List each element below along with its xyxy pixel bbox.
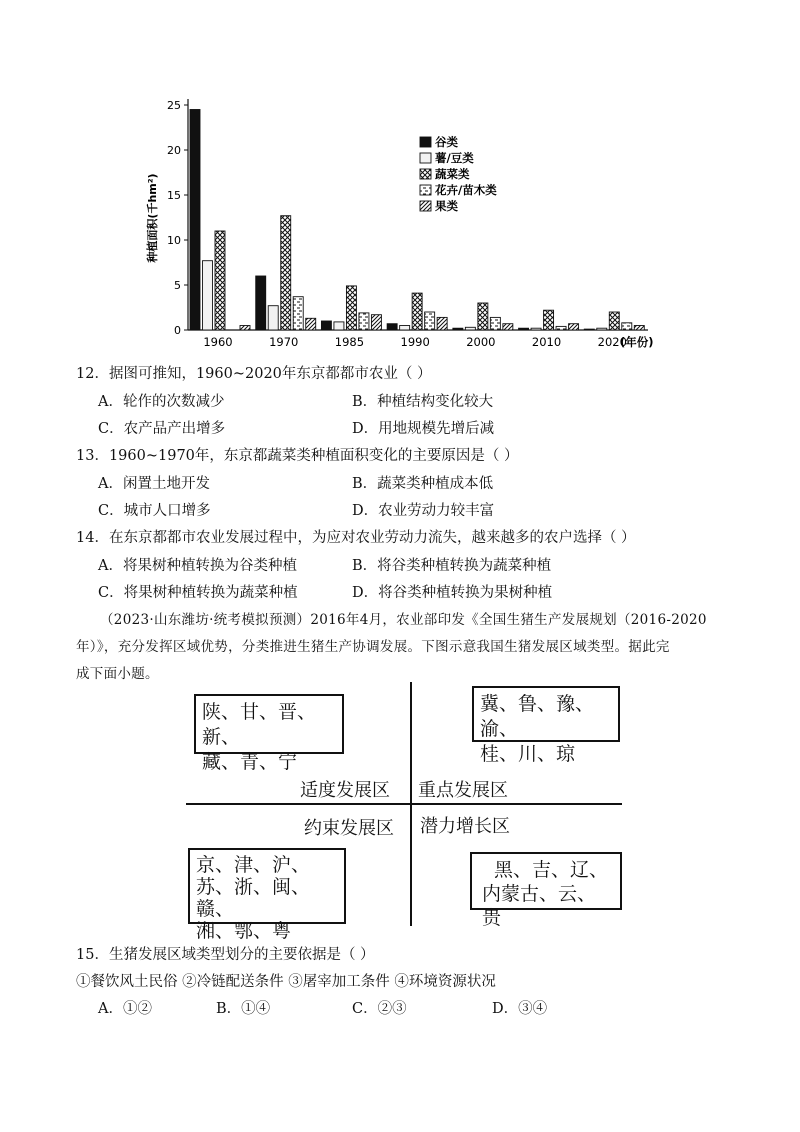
legend-swatch [420,169,431,179]
bar-2020-series-2 [609,312,619,330]
bar-2010-series-3 [556,326,566,330]
bar-2000-series-3 [490,317,500,330]
bar-2010-series-4 [569,324,579,330]
question-15-stem: 15．生猪发展区域类型划分的主要依据是（ ） [76,947,375,963]
bar-2020-series-3 [622,323,632,330]
q12-option-b[interactable]: B．种植结构变化较大 [352,394,494,410]
bar-1985-series-3 [359,313,369,330]
legend-swatch [420,137,431,147]
x-tick-label: 2010 [531,335,562,349]
question-14-stem: 14．在东京都都市农业发展过程中，为应对农业劳动力流失，越来越多的农户选择（ ） [76,530,636,546]
q13-option-a[interactable]: A．闲置土地开发 [98,476,210,492]
q15-option-b[interactable]: B．①④ [216,1001,271,1017]
q13-option-b[interactable]: B．蔬菜类种植成本低 [352,476,494,492]
intro-line-2: 年）》，充分发挥区域优势，分类推进生猪生产协调发展。下图示意我国生猪发展区域类型。据此完 [76,639,670,655]
intro-line-1: （2023·山东潍坊·统考模拟预测）2016年4月，农业部印发《全国生猪生产发展规划（2016-2020 [100,612,707,628]
bar-2020-series-4 [634,326,644,331]
potential-zone-provinces-line-2: 内蒙古、云、贵 [482,883,597,929]
q12-option-d[interactable]: D．用地规模先增后减 [352,421,495,437]
constrained-zone-provinces-line-3: 湘、鄂、粤 [196,920,292,942]
bar-1990-series-4 [437,317,447,330]
y-axis-label: 种植面积(千hm²) [146,173,159,263]
bar-1960-series-0 [190,110,200,331]
moderate-zone-provinces-line-1: 陕、甘、晋、新、 [202,701,317,748]
intro-line-3: 成下面小题。 [76,666,159,682]
moderate-zone-provinces-box [194,694,344,773]
bar-1985-series-2 [346,286,356,330]
bar-2000-series-4 [503,324,513,330]
bar-1970-series-0 [256,276,266,330]
x-tick-label: 1985 [334,335,365,349]
question-12-stem: 12．据图可推知，1960~2020年东京都都市农业（ ） [76,366,432,382]
bar-1985-series-4 [371,315,381,330]
zone-label-key: 重点发展区 [418,780,508,801]
x-tick-label: 1990 [400,335,430,349]
legend-label: 蔬菜类 [435,167,470,181]
bar-1960-series-1 [203,261,213,330]
bar-1990-series-0 [387,324,397,330]
legend-swatch [420,201,431,211]
bar-1970-series-4 [306,318,316,330]
legend-swatch [420,153,431,163]
zone-label-constrained: 约束发展区 [304,818,394,839]
q14-option-a[interactable]: A．将果树种植转换为谷类种植 [98,558,297,574]
bar-1990-series-1 [400,326,410,331]
bar-2020-series-1 [597,328,607,330]
legend-label: 果类 [435,199,458,213]
potential-zone-provinces-line-1: 黑、吉、辽、 [494,859,609,881]
q15-option-d[interactable]: D．③④ [492,1001,548,1017]
bar-2010-series-2 [544,310,554,330]
bar-1960-series-4 [240,326,250,331]
legend-label: 谷类 [435,135,458,149]
constrained-zone-provinces-line-2: 苏、浙、闽、赣、 [196,876,311,920]
q13-option-d[interactable]: D．农业劳动力较丰富 [352,503,495,519]
x-axis-unit-label: (年份) [620,335,654,349]
q15-option-a[interactable]: A．①② [98,1001,152,1017]
bar-2000-series-0 [453,328,463,330]
bar-2020-series-0 [584,329,594,330]
y-tick-label: 10 [167,234,181,247]
zone-label-potential: 潜力增长区 [420,816,510,837]
legend-label: 薯/豆类 [435,151,474,165]
key-zone-provinces-box [472,686,620,765]
bar-2000-series-2 [478,303,488,330]
bar-1990-series-3 [425,312,435,330]
key-zone-provinces-line-2: 桂、川、琼 [480,743,576,765]
planting-area-bar-chart [140,90,660,352]
bar-1990-series-2 [412,293,422,330]
constrained-zone-provinces-box [188,848,346,942]
q12-option-a[interactable]: A．轮作的次数减少 [98,394,225,410]
q14-option-d[interactable]: D．将谷类种植转换为果树种植 [352,585,553,601]
bar-1970-series-3 [293,297,303,330]
bar-1970-series-2 [281,216,291,330]
legend-swatch [420,185,431,195]
bar-2010-series-0 [519,328,529,330]
y-tick-label: 20 [167,144,181,157]
bar-1960-series-2 [215,231,225,330]
bar-1985-series-0 [321,321,331,330]
y-tick-label: 0 [174,324,181,337]
q13-option-c[interactable]: C．城市人口增多 [98,503,211,519]
y-tick-label: 25 [167,99,181,112]
bar-1970-series-1 [268,306,278,330]
question-13-stem: 13．1960~1970年，东京都蔬菜类种植面积变化的主要原因是（ ） [76,448,519,464]
y-tick-label: 15 [167,189,181,202]
potential-zone-provinces-box [470,852,622,929]
constrained-zone-provinces-line-1: 京、津、沪、 [196,854,311,876]
bar-2000-series-1 [465,327,475,330]
y-tick-label: 5 [174,279,181,292]
x-tick-label: 2000 [466,335,496,349]
q14-option-b[interactable]: B．将谷类种植转换为蔬菜种植 [352,558,552,574]
q15-statements: ①餐饮风土民俗 ②冷链配送条件 ③屠宰加工条件 ④环境资源状况 [76,974,496,990]
zone-label-moderate: 适度发展区 [300,780,390,801]
bar-1985-series-1 [334,322,344,330]
q14-option-c[interactable]: C．将果树种植转换为蔬菜种植 [98,585,298,601]
x-tick-label: 2020 [597,335,627,349]
x-tick-label: 1970 [269,335,299,349]
bar-2010-series-1 [531,328,541,330]
diagram-horizontal-axis [186,803,622,805]
moderate-zone-provinces-line-2: 藏、青、宁 [202,751,298,773]
x-tick-label: 1960 [203,335,233,349]
legend-label: 花卉/苗木类 [435,183,497,197]
key-zone-provinces-line-1: 冀、鲁、豫、渝、 [480,693,595,740]
q12-option-c[interactable]: C．农产品产出增多 [98,421,226,437]
q15-option-c[interactable]: C．②③ [352,1001,407,1017]
region-diagram [180,682,630,942]
